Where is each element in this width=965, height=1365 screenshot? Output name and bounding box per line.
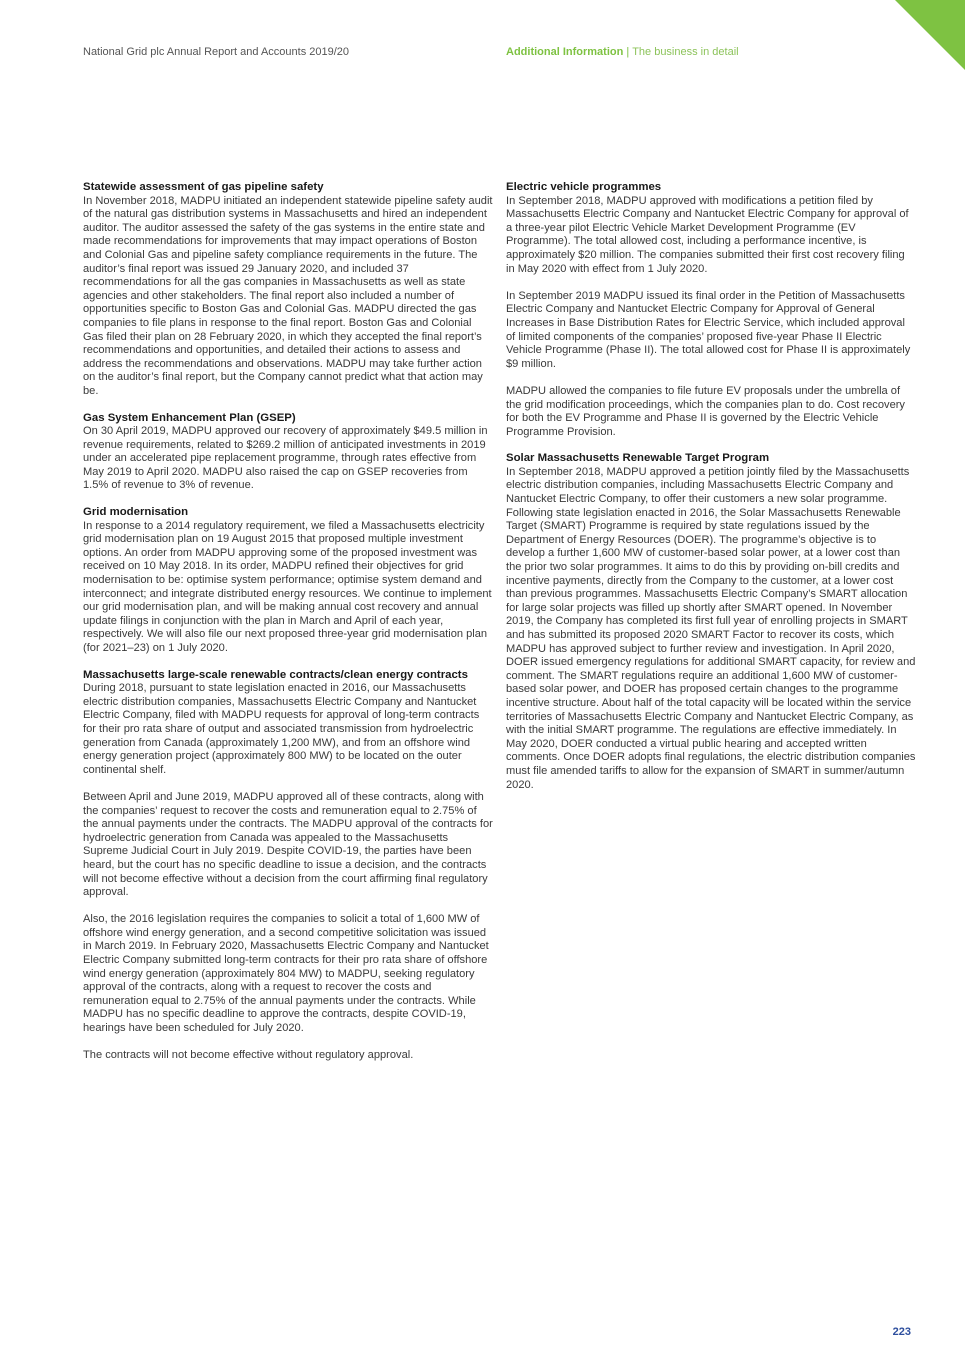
section-renewable-contracts [83,669,493,1063]
section-heading: Grid modernisation [83,506,189,519]
right-column [506,181,916,805]
paragraph: In September 2019 MADPU issued its final order in the Petition of Massachusetts Electric Company and Nantucket Electric Company for Approval of General Increases in Base Distribution Rates for Electric Service, which included approval of limited components of the companies’ proposed five-year Phase II Electric Vehicle Programme (Phase II). The total allowed cost for Phase II is approximately $9 million. [506,289,911,370]
left-column [83,181,493,1076]
section-title: Additional Information [506,46,624,58]
paragraph: MADPU allowed the companies to file future EV proposals under the umbrella of the grid modification proceedings, which the companies plan to do. Cost recovery for both the EV Programme and Phase II is governed by the Electric Vehicle Programme Provision. [506,384,905,438]
section-grid-modernisation [83,506,493,656]
section-gas-pipeline-safety [83,181,493,399]
section-heading: Massachusetts large-scale renewable contracts/clean energy contracts [83,668,468,681]
subsection-title: The business in detail [632,46,739,58]
paragraph: On 30 April 2019, MADPU approved our recovery of approximately $49.5 million in revenue requirements, related to $269.2 million of anticipated investments in 2019 under an accelerated pipe replacement programme, through rates effective from May 2019 to April 2020. MADPU also raised the cap on GSEP recoveries from 1.5% of revenue to 3% of revenue. [83,425,488,492]
paragraph: In September 2018, MADPU approved a petition jointly filed by the Massachusetts electric distribution companies, including Massachusetts Electric Company and Nantucket Electric Company, to offer their customers a new solar programme. Following state legislation enacted in 2016, the Solar Massachusetts Renewable Target (SMART) Programme is required by state regulations issued by the Department of Energy Resources (DOER). The programme’s objective is to develop a further 1,600 MW of customer-based solar power, at a lower cost than the prior two solar programmes. It aims to do this by providing on-bill credits and incentive payments, directly from the Company to the customer, at a lower cost than previous programmes. Massachusetts Electric Company’s SMART allocation for large solar projects was filled up shortly after SMART opened. In November 2019, the Company has completed its first full year of enrolling projects in SMART and has submitted its proposed 2020 SMART Factor to recover its costs, which MADPU has approved subject to further review and investigation. In April 2020, DOER issued emergency regulations for additional SMART capacity, for review and comment. The SMART regulations require an additional 1,600 MW of customer-based solar power, and DOER has proposed certain changes to the programme incentive structure. About half of the total capacity will be located within the service territories of Massachusetts Electric Company and Nantucket Electric Company, as with the initial SMART programme. The regulations are effective immediately. In May 2020, DOER conducted a virtual public hearing and accepted written comments. Once DOER adopts final regulations, the electric distribution companies must file amended tariffs to allow for the expansion of SMART in summer/autumn 2020. [506,465,916,791]
section-heading: Electric vehicle programmes [506,181,662,193]
paragraph: During 2018, pursuant to state legislation enacted in 2016, our Massachusetts electric distribution companies, Massachusetts Electric Company and Nantucket Electric Company, filed with MADPU requests for approval of long-term contracts for their pro rata share of output and associated transmission from hydroelectric generation from Canada (approximately 1,200 MW), and from an offshore wind energy generation project (approximately 800 MW) to be located on the outer continental shelf. [83,682,480,776]
section-heading: Statewide assessment of gas pipeline safety [83,181,324,193]
section-gsep [83,412,493,494]
corner-accent-triangle [895,0,965,70]
section-solar-smart [506,452,916,792]
paragraph: In November 2018, MADPU initiated an independent statewide pipeline safety audit of the natural gas distribution systems in Massachusetts and hired an independent auditor. The auditor assessed the safety of the gas systems in the entire state and made recommendations for improvements that may impact operations of Boston and Colonial Gas and pipeline safety compliance requirements in the future. The auditor’s final report was issued 29 January 2020, and included 37 recommendations for all the gas companies in Massachusetts as well as state agencies and other stakeholders. The final report also included a number of opportunities specific to Boston Gas and Colonial Gas. MADPU directed the gas companies to file plans in response to the final report. Boston Gas and Colonial Gas filed their plan on 28 February 2020, in which they accepted the final report’s recommendations and opportunities, and detailed their actions to assess and address the recommendations and observations. MADPU may take further action on the auditor’s final report, but the Company cannot predict what that action may be. [83,194,493,397]
section-electric-vehicle-programmes [506,181,916,439]
page-number: 223 [892,1326,911,1338]
section-heading: Gas System Enhancement Plan (GSEP) [83,411,296,424]
paragraph: Between April and June 2019, MADPU approved all of these contracts, along with the companies’ request to recover the costs and remuneration equal to 2.75% of the annual payments under the contracts. The MADPU approval of the contracts for hydroelectric generation from Canada was appealed to the Massachusetts Supreme Judicial Court in July 2019. Despite COVID-19, the parties have been heard, but the court has no specific deadline to issue a decision, and the contracts will not become effective without a decision from the court affirming final regulatory approval. [83,790,493,899]
paragraph: Also, the 2016 legislation requires the companies to solicit a total of 1,600 MW of offshore wind energy generation, and a second competitive solicitation was issued in March 2019. In February 2020, Massachusetts Electric Company and Nantucket Electric Company submitted long-term contracts for their pro rata share of offshore wind energy generation (approximately 804 MW) to MADPU, seeking regulatory approval of the contracts, along with a request to recover the costs and remuneration equal to 2.75% of the annual payments under the contracts. While MADPU has no specific deadline to approve the contracts, despite COVID-19, hearings have been scheduled for July 2020. [83,913,489,1035]
report-title: National Grid plc Annual Report and Accounts 2019/20 [83,46,350,58]
breadcrumb-separator: | [626,46,630,58]
paragraph: In September 2018, MADPU approved with modifications a petition filed by Massachusetts Electric Company and Nantucket Electric Company for approval of a three-year pilot Electric Vehicle Market Development Programme (EV Programme). The total allowed cost, including a performance incentive, is approximately $20 million. The companies submitted their first cost recovery filing in May 2020 with effect from 1 July 2020. [506,194,909,275]
paragraph: In response to a 2014 regulatory requirement, we filed a Massachusetts electricity grid modernisation plan on 19 August 2015 that proposed multiple investment options. An order from MADPU approving some of the proposed investment was received on 10 May 2018. In its order, MADPU refined their objectives for grid modernisation to be: optimise system performance; optimise system demand and interconnect; and integrate distributed energy resources. We continue to implement our grid modernisation plan, and will be making annual cost recovery and annual update filings in conjunction with the plan in March and April of each year, respectively. We will also file our next proposed three-year grid modernisation plan (for 2021–23) on 1 July 2020. [83,519,492,654]
paragraph: The contracts will not become effective without regulatory approval. [83,1049,414,1062]
section-breadcrumb [506,45,739,59]
section-heading: Solar Massachusetts Renewable Target Program [506,452,770,465]
